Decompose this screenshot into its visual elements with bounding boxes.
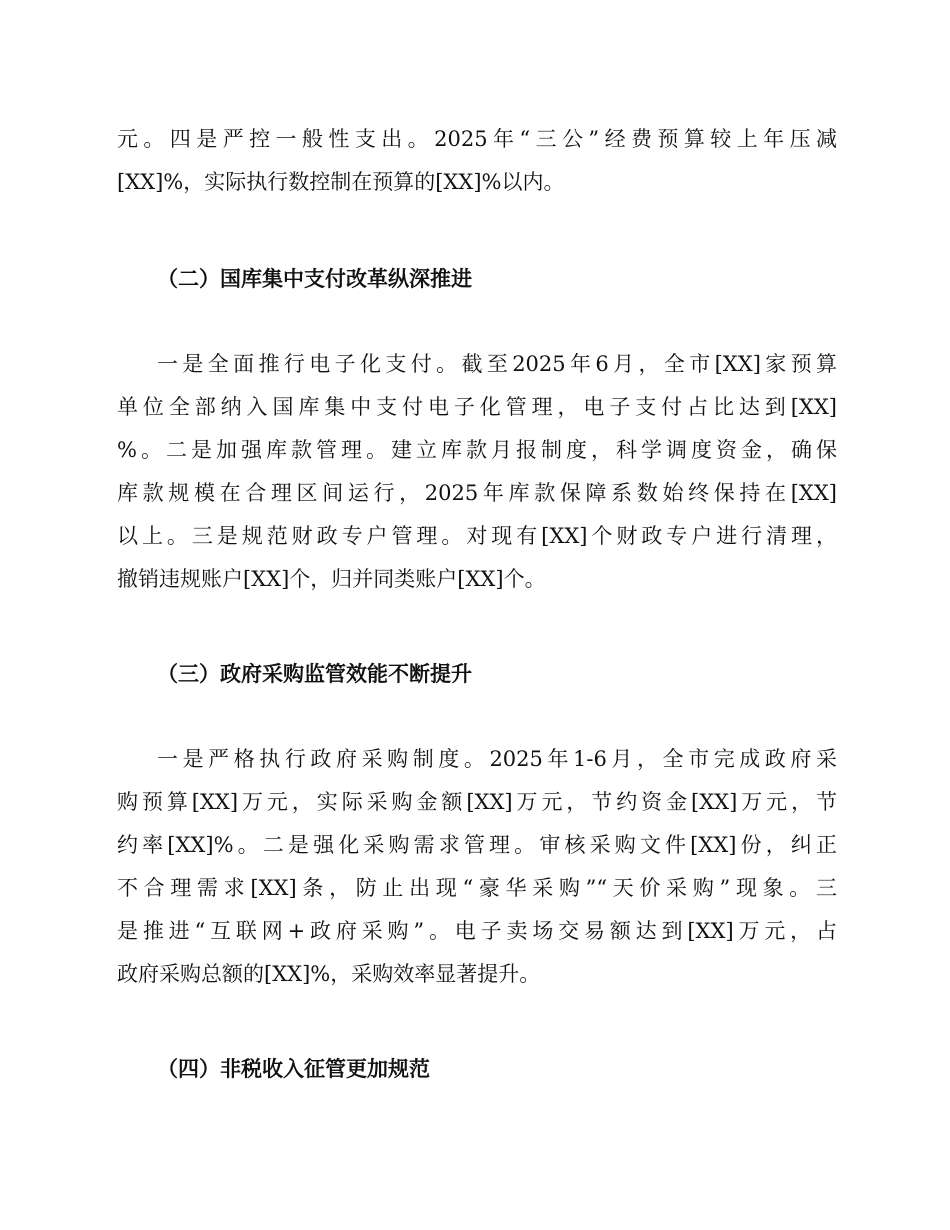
- paragraph-line: 约率[XX]%。二是强化采购需求管理。审核采购文件[XX]份，纠正: [117, 833, 837, 857]
- paragraph-line: 以上。三是规范财政专户管理。对现有[XX]个财政专户进行清理，: [117, 524, 837, 548]
- paragraph-line: 元。四是严控一般性支出。2025年“三公”经费预算较上年压减: [117, 127, 837, 151]
- paragraph-line: 购预算[XX]万元，实际采购金额[XX]万元，节约资金[XX]万元，节: [117, 790, 837, 814]
- paragraph-line: 一是严格执行政府采购制度。2025年1-6月，全市完成政府采: [157, 747, 837, 771]
- paragraph-line: 撤销违规账户[XX]个，归并同类账户[XX]个。: [117, 567, 546, 591]
- section-heading-3: （三）政府采购监管效能不断提升: [157, 661, 472, 686]
- section-heading-4: （四）非税收入征管更加规范: [157, 1056, 430, 1081]
- paragraph-line: %。二是加强库款管理。建立库款月报制度，科学调度资金，确保: [117, 438, 837, 462]
- paragraph-line: 库款规模在合理区间运行，2025年库款保障系数始终保持在[XX]: [117, 481, 837, 505]
- paragraph-line: 单位全部纳入国库集中支付电子化管理，电子支付占比达到[XX]: [117, 395, 837, 419]
- section-heading-2: （二）国库集中支付改革纵深推进: [157, 266, 472, 291]
- paragraph-line: 是推进“互联网+政府采购”。电子卖场交易额达到[XX]万元，占: [117, 919, 837, 943]
- paragraph-line: 一是全面推行电子化支付。截至2025年6月，全市[XX]家预算: [157, 352, 837, 376]
- paragraph-line: [XX]%，实际执行数控制在预算的[XX]%以内。: [117, 170, 565, 194]
- paragraph-line: 政府采购总额的[XX]%，采购效率显著提升。: [117, 962, 541, 986]
- paragraph-line: 不合理需求[XX]条，防止出现“豪华采购”“天价采购”现象。三: [117, 876, 837, 900]
